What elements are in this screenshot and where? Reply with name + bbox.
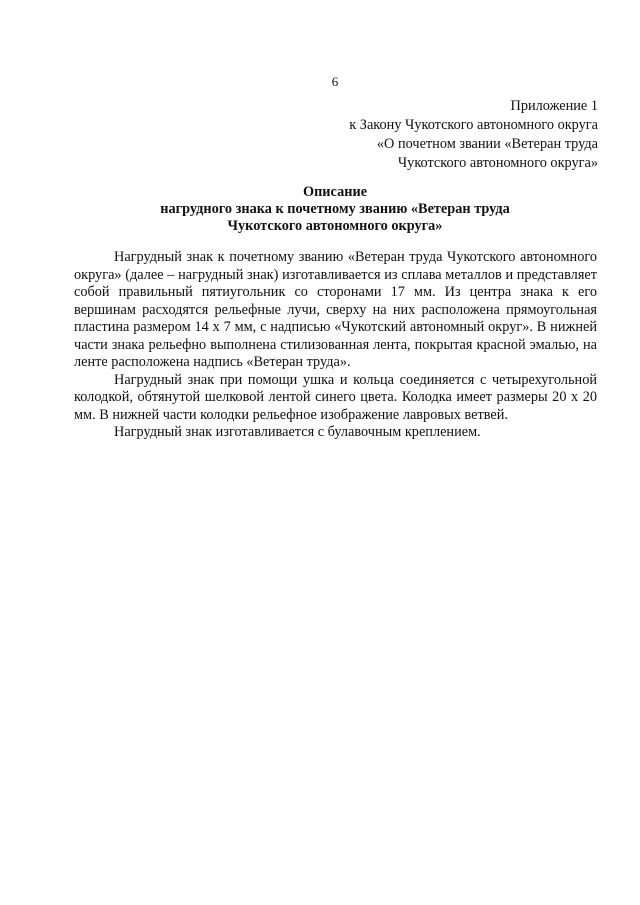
body-paragraph: Нагрудный знак при помощи ушка и кольца соединяется с четырехугольной колодкой, обтянутой шелковой лентой синего цвета. Колодка имеет размеры 20 х 20 мм. В нижней части колодки рельефное изображение лавровых ветвей. <box>74 371 597 423</box>
title-line: Описание <box>302 184 368 200</box>
document-body <box>74 249 597 442</box>
appendix-line: «О почетном звании «Ветеран труда <box>376 136 598 152</box>
title-line: нагрудного знака к почетному званию «Ветеран труда <box>160 201 510 217</box>
document-title <box>0 184 640 235</box>
appendix-line: Приложение 1 <box>510 98 598 114</box>
appendix-line: к Закону Чукотского автономного округа <box>349 117 598 133</box>
appendix-reference <box>278 97 598 173</box>
appendix-line: Чукотского автономного округа» <box>397 155 598 171</box>
title-line: Чукотского автономного округа» <box>227 218 443 234</box>
page-number: 6 <box>331 74 339 89</box>
body-paragraph: Нагрудный знак к почетному званию «Ветеран труда Чукотского автономного округа» (далее – нагрудный знак) изготавливается из сплава металлов и представляет собой правильный пятиугольник со сторонами 17 мм. Из центра знака к его вершинам расходятся рельефные лучи, сверху на них расположена прямоугольная пластина размером 14 х 7 мм, с надписью «Чукотский автономный округ». В нижней части знака рельефно выполнена стилизованная лента, покрытая красной эмалью, на ленте расположена надпись «Ветеран труда». <box>74 249 597 370</box>
body-paragraph: Нагрудный знак изготавливается с булавочным креплением. <box>114 424 481 440</box>
